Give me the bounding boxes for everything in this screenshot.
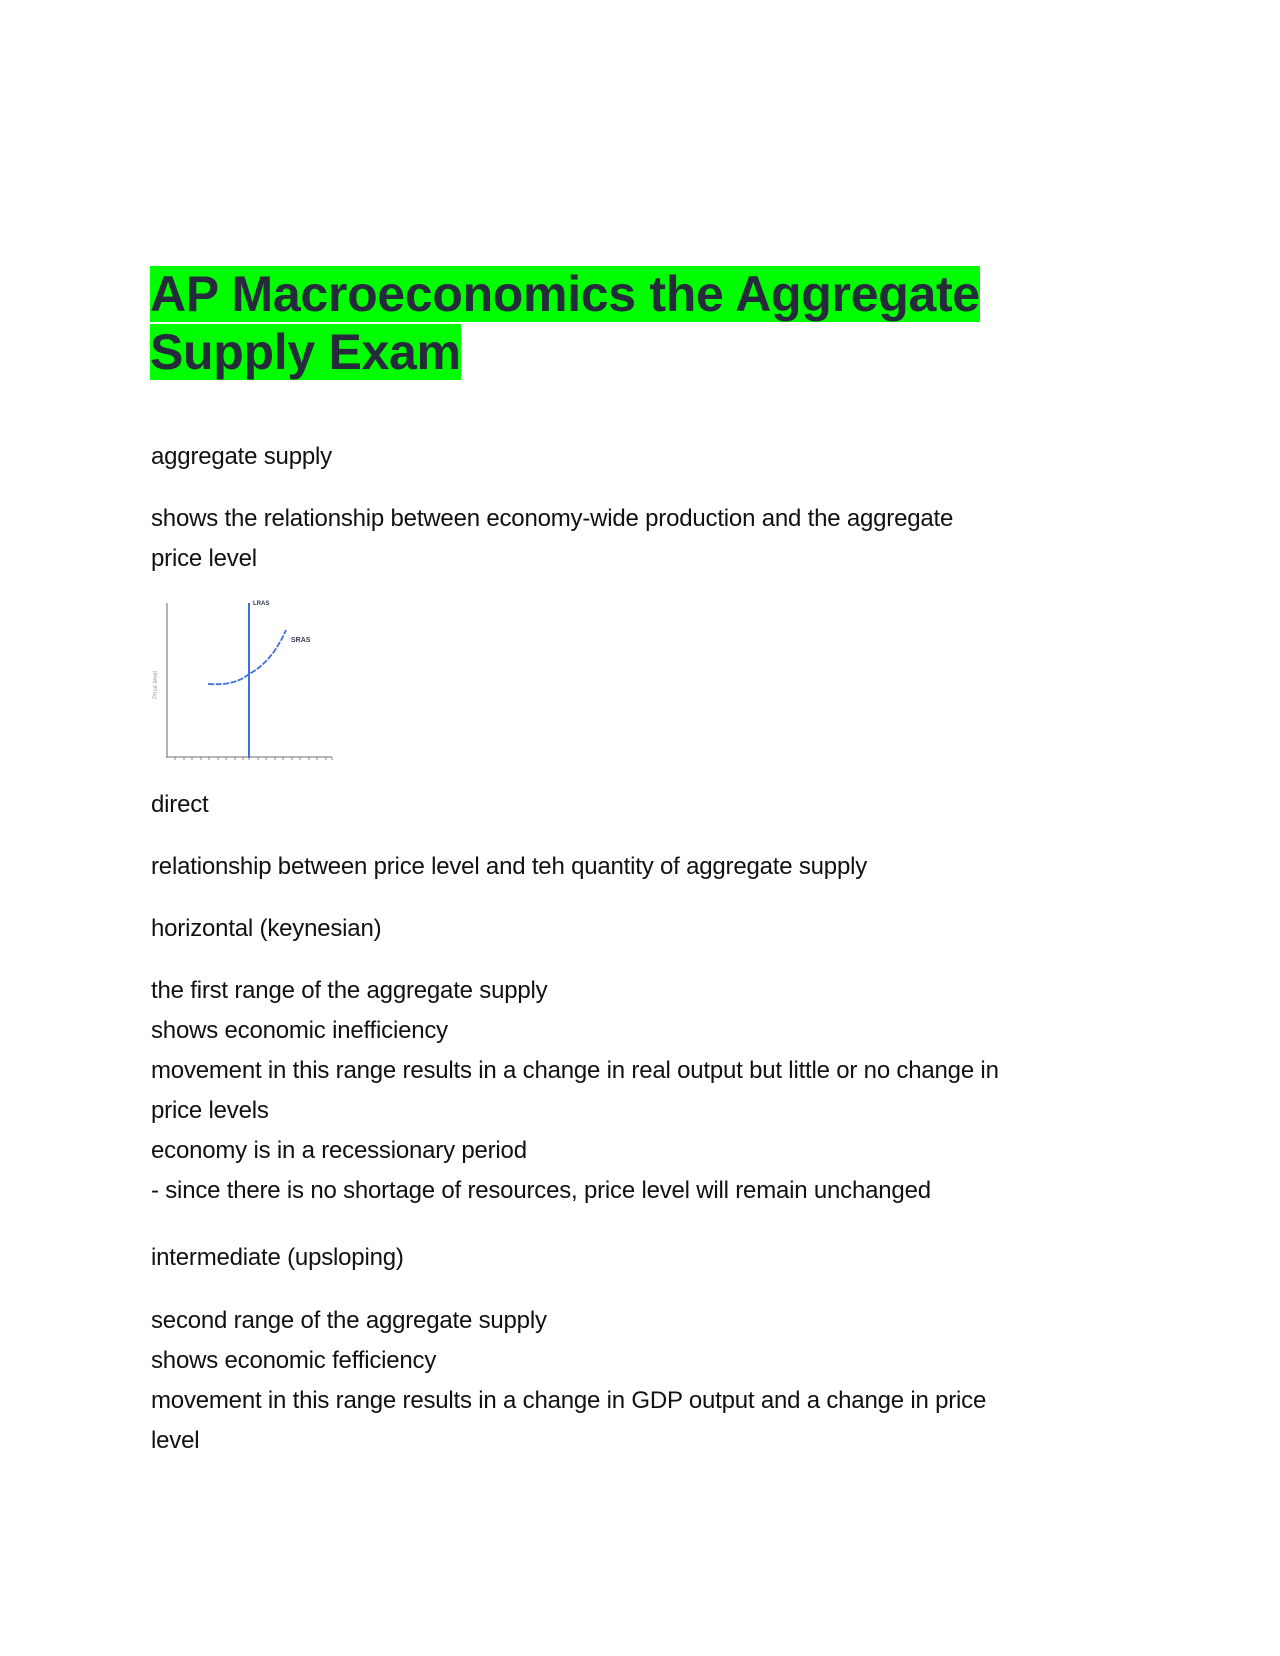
term-aggregate-supply	[151, 437, 1141, 477]
text-line: level	[151, 1427, 200, 1454]
text-line: shows economic inefficiency	[151, 1017, 448, 1044]
aggregate-supply-chart	[140, 590, 340, 770]
text-line: economy is in a recessionary period	[151, 1137, 527, 1164]
text-line: horizontal (keynesian)	[151, 915, 382, 942]
term-intermediate-upsloping	[151, 1238, 1141, 1278]
y-axis-label: Price level	[153, 671, 159, 699]
text-line: relationship between price level and teh quantity of aggregate supply	[151, 853, 868, 880]
lras-label: LRAS	[253, 601, 270, 607]
as-chart-svg	[140, 590, 340, 770]
text-line: movement in this range results in a change in real output but little or no change in	[151, 1057, 999, 1084]
document-title	[150, 266, 1050, 381]
text-line: shows economic fefficiency	[151, 1347, 437, 1374]
sras-curve	[208, 630, 286, 684]
text-line: price level	[151, 545, 257, 572]
definition-horizontal-keynesian	[151, 971, 1141, 1211]
text-line: the first range of the aggregate supply	[151, 977, 548, 1004]
text-line: intermediate (upsloping)	[151, 1244, 404, 1271]
definition-aggregate-supply	[151, 499, 1141, 579]
text-line: aggregate supply	[151, 443, 332, 470]
term-horizontal-keynesian	[151, 909, 1141, 949]
text-line: - since there is no shortage of resources, price level will remain unchanged	[151, 1177, 931, 1204]
definition-intermediate-upsloping	[151, 1301, 1141, 1461]
title-line-1: AP Macroeconomics the Aggregate	[150, 266, 980, 322]
term-direct	[151, 785, 1141, 825]
definition-direct	[151, 847, 1141, 887]
text-line: movement in this range results in a change in GDP output and a change in price	[151, 1387, 987, 1414]
title-line-2: Supply Exam	[150, 323, 461, 380]
text-line: price levels	[151, 1097, 269, 1124]
text-line: direct	[151, 791, 209, 818]
sras-label: SRAS	[291, 637, 311, 644]
text-line: shows the relationship between economy-wide production and the aggregate	[151, 505, 954, 532]
text-line: second range of the aggregate supply	[151, 1307, 547, 1334]
